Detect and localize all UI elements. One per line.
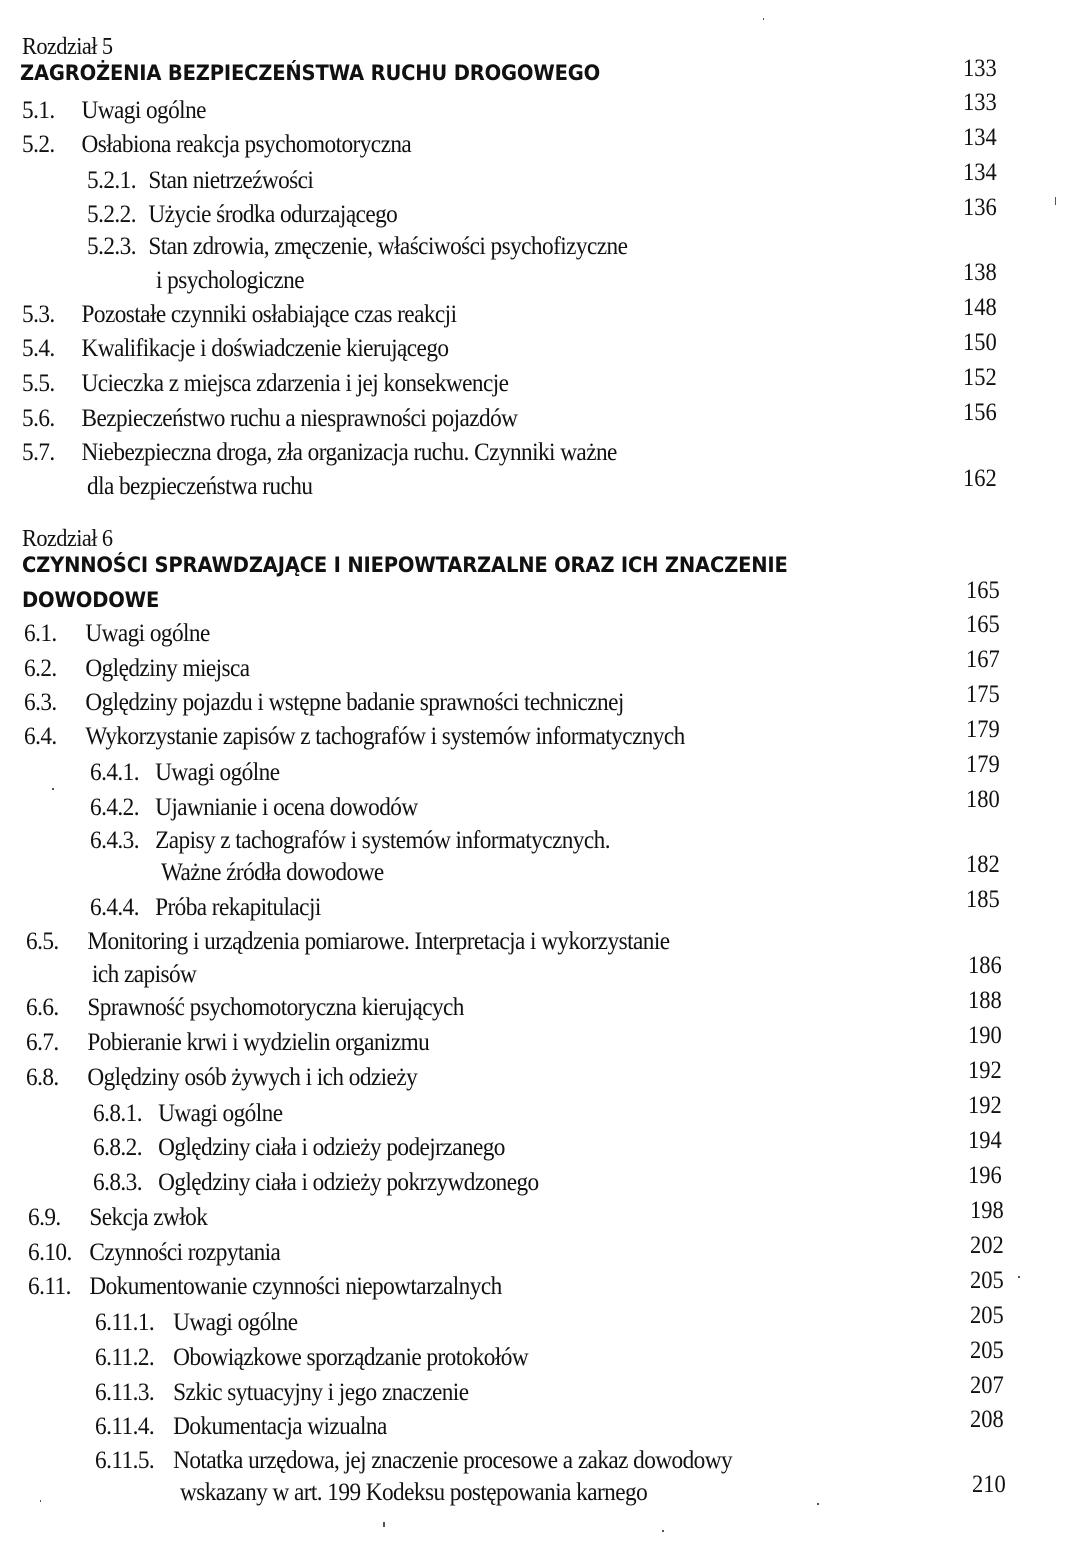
entry-number: 5.5.: [22, 370, 55, 397]
page-number: 192: [968, 1092, 1002, 1119]
entry-title: Oględziny osób żywych i ich odzieży: [87, 1064, 418, 1091]
scan-speck: [817, 1503, 819, 1505]
entry-number: 6.11.4.: [95, 1413, 155, 1440]
entry-title: Próba rekapitulacji: [155, 894, 321, 921]
entry-title-continued: dla bezpieczeństwa ruchu: [87, 473, 313, 500]
entry-number: 5.2.: [22, 131, 55, 158]
toc-entry[interactable]: [22, 438, 617, 468]
chapter-label: Rozdział 6: [22, 526, 113, 552]
entry-title: Stan nietrzeźwości: [148, 167, 314, 194]
page-number: 179: [966, 716, 1000, 743]
entry-title: Wykorzystanie zapisów z tachografów i systemów informatycznych: [85, 723, 685, 750]
page-number: 152: [963, 364, 997, 391]
entry-title: Sprawność psychomotoryczna kierujących: [87, 994, 464, 1021]
entry-title: Oględziny ciała i odzieży podejrzanego: [158, 1134, 505, 1161]
entry-title: Ucieczka z miejsca zdarzenia i jej konsekwencje: [81, 370, 509, 397]
entry-number: 6.4.3.: [90, 827, 139, 854]
entry-number: 5.1.: [22, 97, 55, 124]
entry-number: 5.6.: [22, 405, 55, 432]
page-number: 210: [972, 1471, 1006, 1498]
page-number: 180: [966, 786, 1000, 813]
entry-number: 6.4.2.: [90, 794, 139, 821]
chapter-label: Rozdział 5: [22, 34, 113, 60]
entry-title: Uwagi ogólne: [158, 1100, 283, 1127]
page-number: 162: [963, 465, 997, 492]
entry-number: 6.5.: [26, 928, 59, 955]
toc-entry[interactable]: [24, 722, 685, 752]
scan-speck: [662, 1530, 664, 1532]
entry-title: Czynności rozpytania: [89, 1239, 281, 1266]
page-number: 150: [963, 329, 997, 356]
page-number: 192: [968, 1057, 1002, 1084]
entry-title-continued: ich zapisów: [92, 961, 197, 988]
toc-entry[interactable]: [22, 300, 456, 330]
toc-entry[interactable]: [28, 1272, 502, 1302]
scan-speck: [763, 18, 764, 20]
entry-title: Notatka urzędowa, jej znaczenie procesowe a zakaz dowodowy: [173, 1447, 733, 1474]
page-number: 185: [966, 886, 1000, 913]
page-number: 175: [966, 681, 1000, 708]
entry-title: Uwagi ogólne: [173, 1309, 298, 1336]
toc-subentry[interactable]: [93, 1099, 282, 1129]
page-number: 194: [968, 1127, 1002, 1154]
entry-number: 5.2.3.: [87, 233, 136, 260]
page-number: 134: [963, 124, 997, 151]
toc-entry[interactable]: [26, 993, 464, 1023]
toc-entry[interactable]: [22, 334, 448, 364]
page-number: 165: [966, 577, 1000, 604]
entry-title: Bezpieczeństwo ruchu a niesprawności pojazdów: [81, 405, 518, 432]
entry-title-continued: i psychologiczne: [156, 267, 304, 294]
entry-number: 6.4.1.: [90, 759, 139, 786]
entry-title-continued: wskazany w art. 199 Kodeksu postępowania karnego: [180, 1479, 648, 1506]
chapter-title-continued: DOWODOWE: [22, 588, 160, 612]
entry-title: Kwalifikacje i doświadczenie kierującego: [81, 335, 449, 362]
entry-title: Sekcja zwłok: [89, 1204, 208, 1231]
entry-number: 6.11.1.: [95, 1309, 155, 1336]
toc-entry[interactable]: [22, 96, 206, 126]
page-number: 198: [970, 1197, 1004, 1224]
entry-number: 6.6.: [26, 994, 59, 1021]
scan-speck: [1018, 1276, 1020, 1278]
entry-title: Uwagi ogólne: [85, 620, 210, 647]
entry-title: Oględziny miejsca: [85, 655, 250, 682]
toc-entry[interactable]: [24, 619, 210, 649]
entry-title: Oględziny ciała i odzieży pokrzywdzonego: [158, 1169, 539, 1196]
toc-subentry[interactable]: [90, 826, 610, 856]
page-number: 207: [970, 1372, 1004, 1399]
page-number: 167: [966, 646, 1000, 673]
toc-subentry[interactable]: [93, 1168, 539, 1198]
entry-number: 6.8.: [26, 1064, 59, 1091]
entry-title: Uwagi ogólne: [81, 97, 206, 124]
toc-subentry[interactable]: [95, 1343, 528, 1373]
toc-entry[interactable]: [24, 654, 250, 684]
entry-number: 6.10.: [28, 1239, 72, 1266]
entry-number: 6.3.: [24, 689, 57, 716]
entry-title: Zapisy z tachografów i systemów informatycznych.: [155, 827, 610, 854]
entry-title: Obowiązkowe sporządzanie protokołów: [173, 1344, 529, 1371]
toc-entry[interactable]: [24, 688, 624, 718]
toc-subentry[interactable]: [95, 1308, 298, 1338]
entry-number: 5.2.2.: [87, 201, 136, 228]
entry-number: 6.11.: [28, 1273, 71, 1300]
entry-title: Osłabiona reakcja psychomotoryczna: [81, 131, 412, 158]
entry-title: Pozostałe czynniki osłabiające czas reakcji: [81, 301, 457, 328]
toc-subentry[interactable]: [87, 166, 313, 196]
entry-title: Pobieranie krwi i wydzielin organizmu: [87, 1029, 430, 1056]
toc-subentry[interactable]: [90, 758, 279, 788]
entry-title: Ujawnianie i ocena dowodów: [155, 794, 418, 821]
entry-number: 5.7.: [22, 439, 55, 466]
page-number: 134: [963, 159, 997, 186]
toc-entry[interactable]: [26, 927, 670, 957]
page-number: 138: [963, 259, 997, 286]
entry-number: 6.8.1.: [93, 1100, 142, 1127]
entry-number: 6.8.3.: [93, 1169, 142, 1196]
page-number: 148: [963, 294, 997, 321]
page-number: 133: [963, 89, 997, 116]
chapter-title: CZYNNOŚCI SPRAWDZAJĄCE I NIEPOWTARZALNE ORAZ ICH ZNACZENIE: [22, 553, 788, 577]
entry-number: 6.11.3.: [95, 1379, 155, 1406]
toc-entry[interactable]: [22, 130, 411, 160]
toc-subentry[interactable]: [93, 1133, 505, 1163]
page-number: 133: [963, 55, 997, 82]
entry-title: Niebezpieczna droga, zła organizacja ruchu. Czynniki ważne: [81, 439, 617, 466]
entry-number: 6.7.: [26, 1029, 59, 1056]
entry-title: Stan zdrowia, zmęczenie, właściwości psychofizyczne: [148, 233, 628, 260]
page-number: 179: [966, 751, 1000, 778]
entry-title: Szkic sytuacyjny i jego znaczenie: [173, 1379, 469, 1406]
page-number: 202: [970, 1232, 1004, 1259]
entry-number: 6.4.: [24, 723, 57, 750]
entry-title: Dokumentacja wizualna: [173, 1413, 387, 1440]
entry-number: 5.3.: [22, 301, 55, 328]
page-number: 165: [966, 611, 1000, 638]
entry-number: 6.8.2.: [93, 1134, 142, 1161]
toc-entry[interactable]: [26, 1028, 429, 1058]
entry-number: 6.1.: [24, 620, 57, 647]
page-number: 136: [963, 194, 997, 221]
page-number: 186: [968, 952, 1002, 979]
entry-title-continued: Ważne źródła dowodowe: [161, 859, 384, 886]
entry-number: 6.11.5.: [95, 1447, 155, 1474]
page-number: 156: [963, 399, 997, 426]
toc-entry[interactable]: [28, 1238, 280, 1268]
toc-subentry[interactable]: [95, 1412, 387, 1442]
page-number: 205: [970, 1267, 1004, 1294]
page-number: 205: [970, 1337, 1004, 1364]
toc-entry[interactable]: [22, 369, 508, 399]
entry-number: 5.4.: [22, 335, 55, 362]
entry-title: Dokumentowanie czynności niepowtarzalnych: [89, 1273, 502, 1300]
page-number: 188: [968, 987, 1002, 1014]
page-number: 205: [970, 1302, 1004, 1329]
scan-speck: [52, 788, 54, 790]
scan-speck: [40, 1500, 41, 1502]
toc-subentry[interactable]: [90, 793, 418, 823]
entry-number: 6.9.: [28, 1204, 61, 1231]
entry-title: Monitoring i urządzenia pomiarowe. Interpretacja i wykorzystanie: [87, 928, 670, 955]
entry-number: 6.2.: [24, 655, 57, 682]
toc-entry[interactable]: [26, 1063, 417, 1093]
toc-subentry[interactable]: [95, 1378, 468, 1408]
entry-title: Uwagi ogólne: [155, 759, 280, 786]
entry-title: Użycie środka odurzającego: [148, 201, 398, 228]
toc-subentry[interactable]: [87, 200, 397, 230]
toc-entry[interactable]: [28, 1203, 207, 1233]
scan-speck: [383, 1522, 385, 1527]
chapter-title: ZAGROŻENIA BEZPIECZEŃSTWA RUCHU DROGOWEGO: [20, 61, 601, 85]
page-number: 182: [966, 851, 1000, 878]
page-number: 208: [970, 1406, 1004, 1433]
entry-number: 5.2.1.: [87, 167, 136, 194]
page-number: 190: [968, 1022, 1002, 1049]
scan-speck: [1055, 197, 1056, 205]
entry-title: Oględziny pojazdu i wstępne badanie sprawności technicznej: [85, 689, 624, 716]
entry-number: 6.11.2.: [95, 1344, 155, 1371]
toc-subentry[interactable]: [90, 893, 321, 923]
toc-subentry[interactable]: [87, 232, 627, 262]
page-number: 196: [968, 1162, 1002, 1189]
toc-entry[interactable]: [22, 404, 517, 434]
entry-number: 6.4.4.: [90, 894, 139, 921]
toc-subentry[interactable]: [95, 1446, 732, 1476]
